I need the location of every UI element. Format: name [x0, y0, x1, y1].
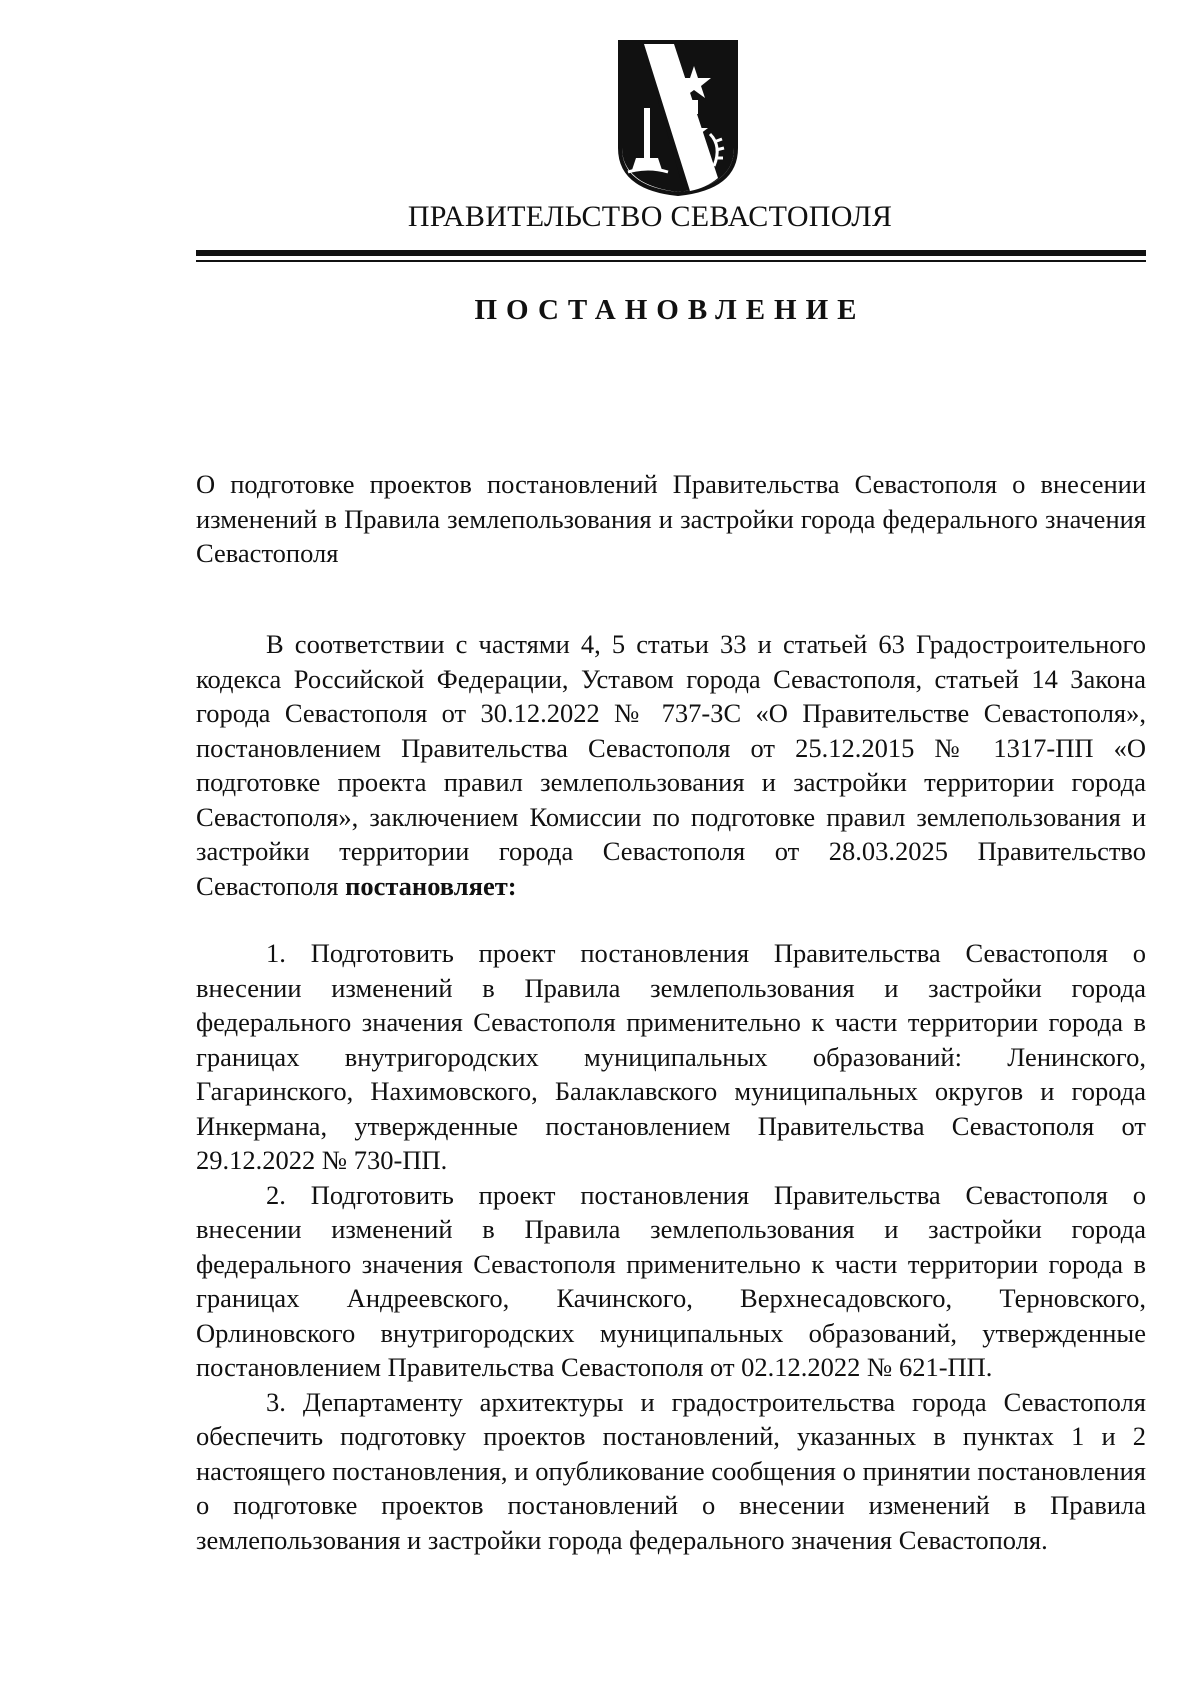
resolution-item-1: 1. Подготовить проект постановления Правительства Севастополя о внесении изменений в Правила землепользования и застройки города федерального значения Севастополя применительно к части территории города в границах внутригородских муниципальных образований: Ленинского, Гагаринского, Нахимовского, Балаклавского муниципальных округов и города Инкермана, утвержденные постановлением Правительства Севастополя от 29.12.2022 № 730-ПП.: [196, 938, 1146, 1175]
preamble-paragraph: [196, 627, 1146, 903]
organization-title: ПРАВИТЕЛЬСТВО СЕВАСТОПОЛЯ: [407, 200, 893, 233]
resolution-item-2: 2. Подготовить проект постановления Правительства Севастополя о внесении изменений в Правила землепользования и застройки города федерального значения Севастополя применительно к части территории города в границах Андреевского, Качинского, Верхнесадовского, Терновского, Орлиновского внутригородских муниципальных образований, утвержденные постановлением Правительства Севастополя от 02.12.2022 № 621-ПП.: [196, 1179, 1146, 1382]
document-body: [196, 627, 1146, 1557]
preamble-text: В соответствии с частями 4, 5 статьи 33 и статьей 63 Градостроительного кодекса Российской Федерации, Уставом города Севастополя, статьей 14 Закона города Севастополя от 30.12.2022 № 737-ЗС «О Правительстве Севастополя», постановлением Правительства Севастополя от 25.12.2015 № 1317-ПП «О подготовке проекта правил землепользования и застройки территории города Севастополя», заключением Комиссии по подготовке правил землепользования и застройки территории города Севастополя от 28.03.2025 Правительство Севастополя: [196, 629, 1146, 901]
resolves-keyword: постановляет:: [345, 870, 517, 901]
document-subject: О подготовке проектов постановлений Правительства Севастополя о внесении изменений в Правила землепользования и застройки города федерального значения Севастополя: [196, 469, 1146, 568]
header-divider-thick: [196, 250, 1146, 256]
coat-of-arms-emblem: [614, 38, 742, 196]
document-type-heading: ПОСТАНОВЛЕНИЕ: [474, 294, 866, 326]
resolution-item-3: 3. Департаменту архитектуры и градостроительства города Севастополя обеспечить подготовку проектов постановлений, указанных в пунктах 1 и 2 настоящего постановления, и опубликование сообщения о принятии постановления о подготовке проектов постановлений о внесении изменений в Правила землепользования и застройки города федерального значения Севастополя.: [196, 1386, 1146, 1555]
header-divider-thin: [196, 260, 1146, 262]
